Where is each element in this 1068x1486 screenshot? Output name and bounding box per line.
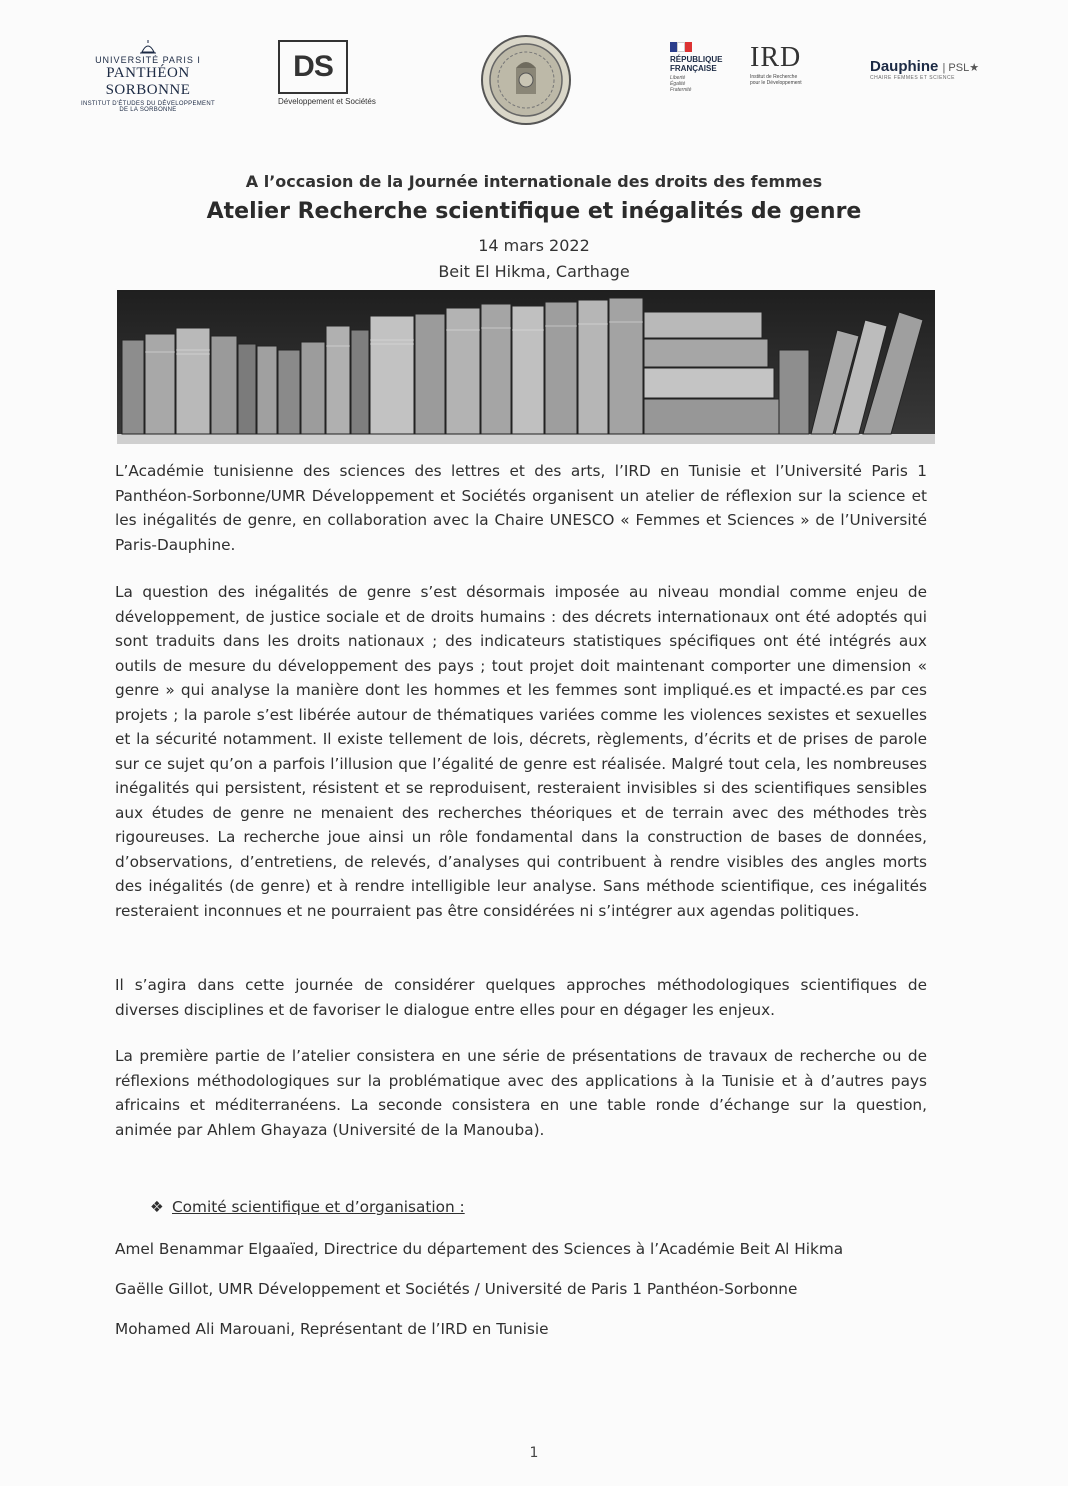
intro-paragraph: L’Académie tunisienne des sciences des lettres et des arts, l’IRD en Tunisie et l’Université Paris 1 Panthéon-Sorbonne/UMR Développement et Sociétés organisent un atelier de réflexion sur la science et les inégalités de genre, en collaboration avec la Chaire UNESCO « Femmes et Sciences » de l’Université Paris-Dauphine. (115, 462, 927, 554)
page-title: Atelier Recherche scientifique et inégalités de genre (206, 199, 862, 224)
page-number: 1 (529, 1445, 539, 1461)
event-date: 14 mars 2022 (478, 236, 590, 255)
pantheon-sorbonne-logo: UNIVERSITÉ PARIS I PANTHÉON SORBONNE INSTITUT D'ÉTUDES DU DÉVELOPPEMENT DE LA SORBONNE (68, 40, 228, 113)
dome-icon (138, 40, 158, 54)
occasion-line: A l’occasion de la Journée internationale des droits des femmes (245, 172, 823, 191)
comite-heading: ❖ Comité scientifique et d’organisation : (150, 1198, 465, 1216)
flag-icon (670, 42, 692, 52)
logo-strip (60, 34, 1010, 124)
developpement-societes-logo: DS Développement et Sociétés (278, 40, 398, 106)
event-place: Beit El Hikma, Carthage (438, 262, 630, 281)
programme-paragraph: La première partie de l’atelier consistera en une série de présentations de travaux de recherche ou de réflexions méthodologiques sur la problématique avec des applications à la Tunisie et à d’autres pays africains et méditerranéens. La seconde consistera en une table ronde d’échange sur la question, animée par Ahlem Ghayaza (Université de la Manouba). (115, 1047, 927, 1139)
ird-logo: IRD Institut de Recherche pour le Développement (750, 42, 802, 86)
objective-paragraph: Il s’agira dans cette journée de considérer quelques approches méthodologiques scientifiques de diverses disciplines et de favoriser le dialogue entre elles pour en dégager les enjeux. (115, 976, 927, 1019)
republique-francaise-logo: RÉPUBLIQUE FRANÇAISE Liberté Égalité Fraternité (670, 42, 740, 93)
comite-member: Amel Benammar Elgaaïed, Directrice du département des Sciences à l’Académie Beit Al Hikma (115, 1240, 844, 1258)
seal-icon (480, 34, 572, 126)
dauphine-psl-logo: Dauphine | PSL★ CHAIRE FEMMES ET SCIENCE (870, 58, 980, 81)
bookshelf-banner-image (117, 290, 935, 444)
beit-el-hikma-seal (480, 34, 572, 126)
diamond-bullet-icon: ❖ (150, 1198, 164, 1216)
comite-member: Gaëlle Gillot, UMR Développement et Sociétés / Université de Paris 1 Panthéon-Sorbonne (115, 1280, 798, 1298)
context-paragraph: La question des inégalités de genre s’est désormais imposée au niveau mondial comme enjeu de développement, de justice sociale et de droits humains : des décrets internationaux ont été adoptés qui sont traduits dans les droits nationaux ; des indicateurs statistiques spécifiques ont été intégrés aux outils de mesure du développement des pays ; tout projet doit maintenant comporter une dimension « genre » qui analyse la manière dont les hommes et les femmes sont impliqué.es et impacté.es par ces projets ; la parole s’est libérée autour de thématiques variées comme les violences sexistes et sexuelles et la sécurité notamment. Il existe tellement de lois, décrets, règlements, d’écrits et de prises de parole sur ce sujet qu’on a parfois l’illusion que l’égalité de genre est réalisée. Malgré tout cela, les nombreuses inégalités qui persistent, résistent et se reproduisent, resteraient invisibles si des scientifiques sensibles aux études de genre ne menaient des recherches théoriques et de terrain avec des méthodes très rigoureuses. La recherche joue ainsi un rôle fondamental dans la construction de bases de données, d’observations, d’entretiens, de relevés, d’analyses qui contribuent à rendre visibles des angles morts des inégalités (de genre) et à rendre intelligible leur analyse. Sans méthode scientifique, ces inégalités resteraient inconnues et ne pourraient pas être considérées ni s’intégrer aux agendas politiques. (115, 583, 927, 920)
comite-member: Mohamed Ali Marouani, Représentant de l’IRD en Tunisie (115, 1320, 549, 1338)
